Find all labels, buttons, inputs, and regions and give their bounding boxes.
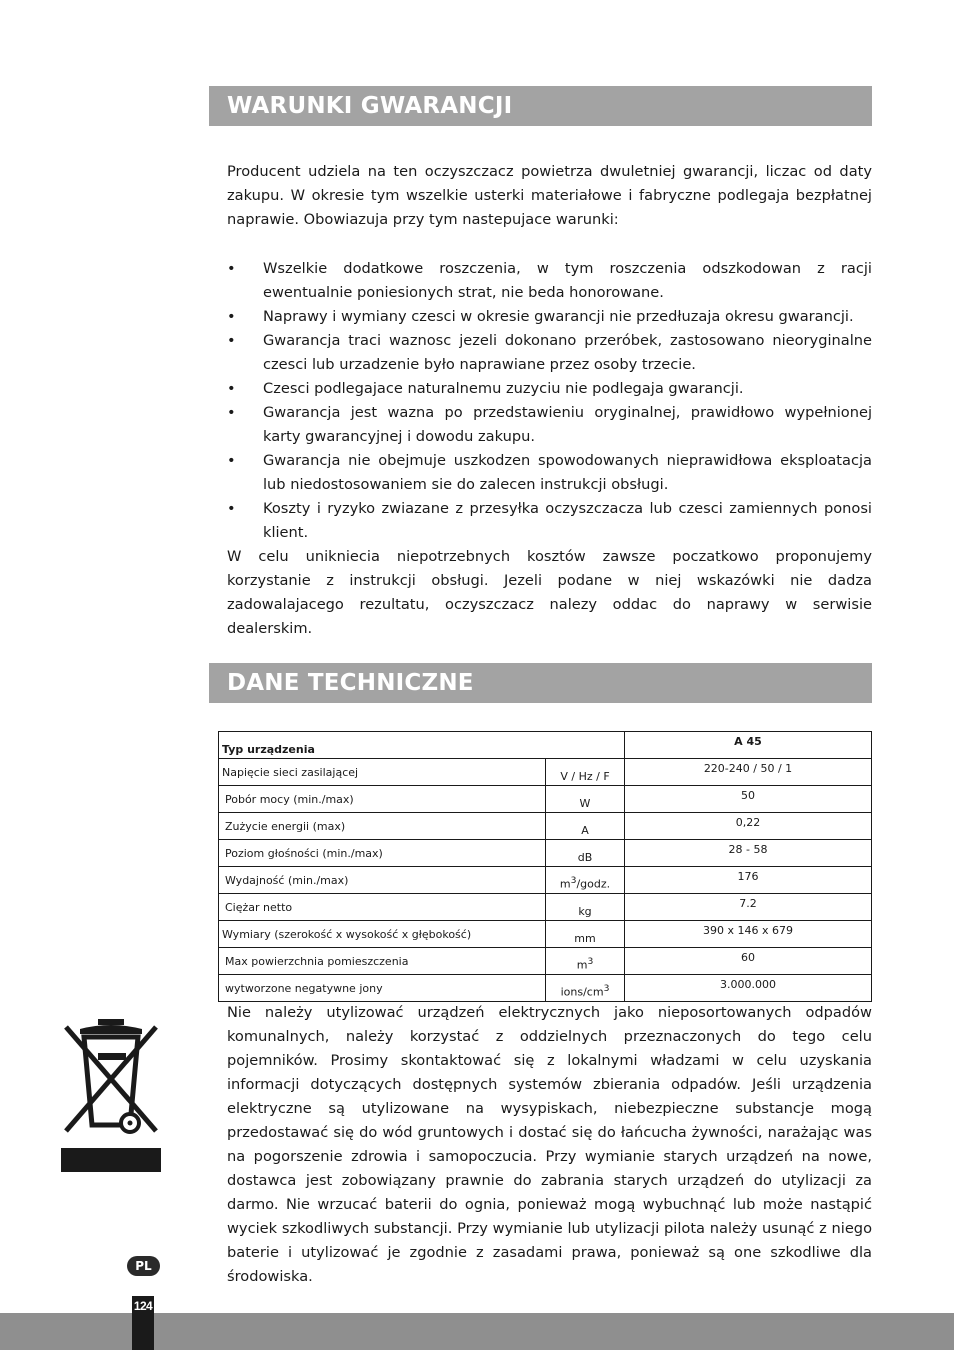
- spec-header-label: Typ urządzenia: [219, 732, 625, 759]
- list-item-text: Gwarancja jest wazna po przedstawieniu oryginalnej, prawidłowo wypełnionej karty gwarancyjnej i dowodu zakupu.: [263, 404, 872, 445]
- bullet-icon: •: [227, 404, 236, 421]
- table-row: [219, 894, 872, 921]
- unit-sup: 3: [587, 956, 594, 968]
- list-item-text: Koszty i ryzyko zwiazane z przesyłka oczyszczacza lub czesci zamiennych ponosi klient.: [263, 500, 872, 541]
- list-item: [227, 401, 872, 449]
- spec-name: Poziom głośności (min./max): [219, 840, 546, 867]
- spec-name: Wymiary (szerokość x wysokość x głębokość): [219, 921, 546, 948]
- list-item: [227, 329, 872, 377]
- list-item-text: Czesci podlegajace naturalnemu zuzyciu nie podlegaja gwarancji.: [263, 380, 744, 397]
- warranty-closing-text: W celu unikniecia niepotrzebnych kosztów zawsze poczatkowo proponujemy korzystanie z instrukcji obsługi. Jezeli podane w niej wskazówki nie dadza zadowalajacego rezultatu, oczyszczacz nalezy oddac do naprawy w serwisie dealerskim.: [227, 548, 872, 637]
- unit-base: m: [576, 959, 588, 972]
- unit-sup: 3: [570, 875, 577, 887]
- spec-name: Wydajność (min./max): [219, 867, 546, 894]
- spec-name: Pobór mocy (min./max): [219, 786, 546, 813]
- bullet-icon: •: [227, 500, 236, 517]
- table-row: [219, 921, 872, 948]
- bullet-icon: •: [227, 308, 236, 325]
- list-item: [227, 497, 872, 545]
- spec-unit: A: [546, 813, 625, 840]
- spec-value: 50: [625, 786, 872, 813]
- table-row: [219, 786, 872, 813]
- spec-unit: [546, 948, 625, 975]
- spec-value: 0,22: [625, 813, 872, 840]
- spec-name: Napięcie sieci zasilającej: [219, 759, 546, 786]
- disposal-text: Nie należy utylizować urządzeń elektrycznych jako nieposortowanych odpadów komunalnych, należy korzystać z oddzielnych przeznaczonych do tego celu pojemników. Prosimy skontaktować się z lokalnymi władzami w celu uzyskania informacji dotyczących dostępnych systemów zbierania odpadów. Jeśli urządzenia elektryczne są utylizowane na wysypiskach, niebezpieczne substancje mogą przedostawać się do wód gruntowych i dostać się do łańcucha żywności, narażając was na pogorszenie zdrowia i samopoczucia. Przy wymianie starych urządzeń na nowe, dostawca jest zobowiązany prawnie do zabrania starych urządzeń do utylizacji za darmo. Nie wrzucać baterii do ognia, ponieważ mogą wybuchnąć lub może nastąpić wyciek szkodliwych substancji. Przy wymianie lub utylizacji pilota należy usunąć z niego baterie i utylizować je zgodnie z zasadami prawa, ponieważ są one szkodliwe dla środowiska.: [227, 1004, 872, 1285]
- spec-unit: mm: [546, 921, 625, 948]
- warranty-conditions-list: [227, 257, 872, 545]
- spec-table: [218, 731, 872, 1002]
- disposal-info: [227, 1001, 872, 1289]
- bullet-icon: •: [227, 452, 236, 469]
- list-item-text: Gwarancja traci waznosc jezeli dokonano przeróbek, zastosowano nieoryginalne czesci lub urzadzenie było naprawiane przez osoby trzecie.: [263, 332, 872, 373]
- warranty-intro: [227, 160, 872, 232]
- spec-name: wytworzone negatywne jony: [219, 975, 546, 1002]
- spec-value: 176: [625, 867, 872, 894]
- table-row: [219, 948, 872, 975]
- section-title-tech: DANE TECHNICZNE: [209, 663, 872, 703]
- table-row: [219, 813, 872, 840]
- spec-unit: [546, 975, 625, 1002]
- table-row: [219, 867, 872, 894]
- spec-unit: V / Hz / F: [546, 759, 625, 786]
- table-row: [219, 840, 872, 867]
- list-item: [227, 449, 872, 497]
- list-item-text: Gwarancja nie obejmuje uszkodzen spowodowanych nieprawidłowa eksploatacja lub niedostosowaniem sie do zalecen instrukcji obsługi.: [263, 452, 872, 493]
- warranty-closing: [227, 545, 872, 641]
- unit-sup: 3: [603, 983, 610, 995]
- spec-unit: dB: [546, 840, 625, 867]
- spec-value: 390 x 146 x 679: [625, 921, 872, 948]
- list-item: [227, 305, 872, 329]
- list-item-text: Wszelkie dodatkowe roszczenia, w tym roszczenia odszkodowan z racji ewentualnie poniesionych strat, nie beda honorowane.: [263, 260, 872, 301]
- unit-tail: /godz.: [576, 878, 611, 891]
- table-header-row: [219, 732, 872, 759]
- spec-unit: kg: [546, 894, 625, 921]
- table-row: [219, 759, 872, 786]
- spec-name: Zużycie energii (max): [219, 813, 546, 840]
- spec-unit: W: [546, 786, 625, 813]
- unit-base: m: [559, 878, 571, 891]
- spec-name: Ciężar netto: [219, 894, 546, 921]
- spec-value: 60: [625, 948, 872, 975]
- spec-value: 7.2: [625, 894, 872, 921]
- section-title-warranty: WARUNKI GWARANCJI: [209, 86, 872, 126]
- spec-value: 3.000.000: [625, 975, 872, 1002]
- weee-crossed-bin-icon: [60, 1015, 162, 1173]
- bullet-icon: •: [227, 332, 236, 349]
- warranty-intro-text: Producent udziela na ten oczyszczacz powietrza dwuletniej gwarancji, liczac od daty zakupu. W okresie tym wszelkie usterki materiałowe i fabryczne podlegaja bezpłatnej naprawie. Obowiazuja przy tym nastepujace warunki:: [227, 163, 872, 228]
- spec-value: 28 - 58: [625, 840, 872, 867]
- bullet-icon: •: [227, 260, 236, 277]
- spec-header-model: A 45: [625, 732, 872, 759]
- spec-name: Max powierzchnia pomieszczenia: [219, 948, 546, 975]
- table-row: [219, 975, 872, 1002]
- list-item-text: Naprawy i wymiany czesci w okresie gwarancji nie przedłuzaja okresu gwarancji.: [263, 308, 854, 325]
- page-number: 124: [132, 1296, 154, 1350]
- list-item: [227, 377, 872, 401]
- list-item: [227, 257, 872, 305]
- unit-base: ions/cm: [560, 986, 604, 999]
- language-badge: PL: [127, 1256, 160, 1276]
- bullet-icon: •: [227, 380, 236, 397]
- spec-value: 220-240 / 50 / 1: [625, 759, 872, 786]
- spec-unit: [546, 867, 625, 894]
